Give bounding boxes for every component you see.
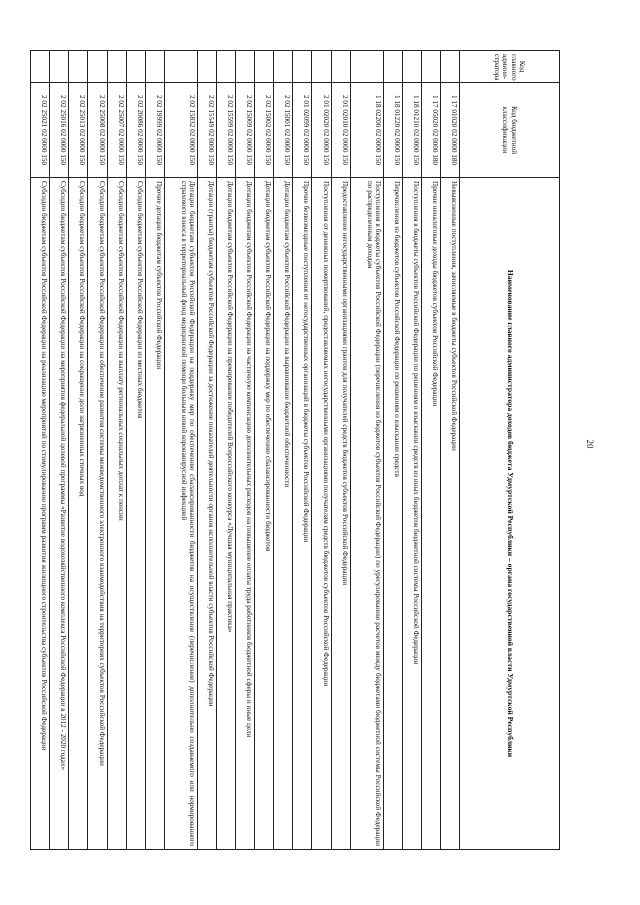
admin-cell <box>350 51 383 83</box>
revenue-admin-table <box>30 50 560 850</box>
table-row <box>216 51 235 850</box>
code-cell: 2 02 15549 02 0000 150 <box>197 83 216 178</box>
table-row <box>164 51 197 850</box>
name-cell: Дотации бюджетам субъектов Российской Федерации на частичную компенсацию дополнительных расходов на повышение оплаты труда работников бюджетной сферы и иные цели <box>236 178 255 850</box>
code-cell: 1 18 01210 02 0000 150 <box>402 83 421 178</box>
code-cell: 2 01 02099 02 0000 150 <box>293 83 312 178</box>
table-row <box>350 51 383 850</box>
code-cell: 2 02 15002 02 0000 150 <box>255 83 274 178</box>
table-row <box>331 51 350 850</box>
name-cell: Субсидии бюджетам субъектов Российской Федерации на реализацию мероприятий по стимулированию программ развития жилищного строительства субъектов Российской Федерации <box>31 178 50 850</box>
name-cell: Поступления от денежных пожертвований, предоставляемых негосударственными организациями получателям средств бюджетов субъектов Российской Федерации <box>312 178 331 850</box>
admin-cell <box>402 51 421 83</box>
table-row <box>383 51 402 850</box>
name-cell: Субсидии бюджетам субъектов Российской Федерации на выплату региональных социальных доплат к пенсии <box>107 178 126 850</box>
name-cell: Дотации бюджетам субъектов Российской Федерации на премирование победителей Всероссийского конкурса «Лучшая муниципальная практика» <box>216 178 235 850</box>
name-cell: Дотации (гранты) бюджетам субъектов Российской Федерации за достижение показателей деятельности органов исполнительной власти субъектов Российской Федерации <box>197 178 216 850</box>
admin-cell <box>383 51 402 83</box>
admin-cell <box>236 51 255 83</box>
name-cell: Перечисления из бюджетов субъектов Российской Федерации по решениям о взыскании средств <box>383 178 402 850</box>
name-cell: Субсидии бюджетам субъектов Российской Федерации на сокращение доли загрязненных сточных вод <box>69 178 88 850</box>
admin-cell <box>255 51 274 83</box>
name-cell: Невыясненные поступления, зачисляемые в бюджеты субъектов Российской Федерации <box>440 178 459 850</box>
name-cell: Дотации бюджетам субъектов Российской Федерации на выравнивание бюджетной обеспеченности <box>274 178 293 850</box>
admin-cell <box>197 51 216 83</box>
code-cell: 2 02 25016 02 0000 150 <box>50 83 69 178</box>
admin-cell <box>145 51 164 83</box>
name-cell: Дотации бюджетам субъектов Российской Федерации на поддержку мер по обеспечению сбалансированности бюджетов на осуществление (перечисление) дополнительно создаваемого или нормированного страхового взноса в территориальный фонд медицинской помощи больным новой коронавирусной инфекцией <box>164 178 197 850</box>
table-sheet <box>30 50 560 850</box>
name-cell: Прочие неналоговые доходы бюджетов субъектов Российской Федерации <box>421 178 440 850</box>
table-row <box>274 51 293 850</box>
name-cell: Субсидии бюджетам субъектов Российской Федерации на мероприятия федеральной целевой программы «Развитие водохозяйственного комплекса Российской Федерации в 2012 - 2020 годах» <box>50 178 69 850</box>
table-row <box>293 51 312 850</box>
table-row <box>88 51 107 850</box>
header-budget-code: Код бюджетной классификации <box>460 83 560 178</box>
code-cell: 2 02 19999 02 0000 150 <box>145 83 164 178</box>
admin-cell <box>312 51 331 83</box>
admin-cell <box>293 51 312 83</box>
admin-cell <box>421 51 440 83</box>
admin-cell <box>164 51 197 83</box>
table-row <box>107 51 126 850</box>
table-body <box>31 51 460 850</box>
admin-cell <box>440 51 459 83</box>
admin-cell <box>107 51 126 83</box>
admin-cell <box>216 51 235 83</box>
name-cell: Субсидии бюджетам субъектов Российской Федерации из местных бюджетов <box>126 178 145 850</box>
name-cell: Предоставление негосударственными организациями грантов для получателей средств бюджетов субъектов Российской Федерации <box>331 178 350 850</box>
admin-cell <box>331 51 350 83</box>
name-cell: Дотации бюджетам субъектов Российской Федерации на поддержку мер по обеспечению сбалансированности бюджетов <box>255 178 274 850</box>
name-cell: Субсидии бюджетам субъектов Российской Федерации на обеспечение развития системы межведомственного электронного взаимодействия на территориях субъектов Российской Федерации <box>88 178 107 850</box>
table-row <box>126 51 145 850</box>
table-row <box>421 51 440 850</box>
name-cell: Прочие безвозмездные поступления от негосударственных организаций в бюджеты субъектов Российской Федерации <box>293 178 312 850</box>
table-row <box>69 51 88 850</box>
table-row <box>145 51 164 850</box>
code-cell: 2 02 15001 02 0000 150 <box>274 83 293 178</box>
table-row <box>236 51 255 850</box>
table-row <box>50 51 69 850</box>
table-row <box>255 51 274 850</box>
page-number: 20 <box>585 439 595 449</box>
table-row <box>31 51 50 850</box>
code-cell: 2 02 15832 02 0000 150 <box>164 83 197 178</box>
code-cell: 2 02 15009 02 0000 150 <box>236 83 255 178</box>
header-admin-code: Код главного админи-стратора <box>460 51 560 83</box>
admin-cell <box>126 51 145 83</box>
code-cell: 1 17 05020 02 0000 180 <box>421 83 440 178</box>
code-cell: 1 18 02200 02 0000 150 <box>350 83 383 178</box>
code-cell: 2 02 25007 02 0000 150 <box>107 83 126 178</box>
code-cell: 2 01 02010 02 0000 150 <box>331 83 350 178</box>
code-cell: 2 01 02020 02 0000 150 <box>312 83 331 178</box>
rotated-table-container <box>30 50 560 850</box>
code-cell: 1 18 01220 02 0000 150 <box>383 83 402 178</box>
code-cell: 2 02 20086 02 0000 150 <box>126 83 145 178</box>
name-cell: Поступления в бюджеты субъектов Российской Федерации по решениям о взыскании средств из иных бюджетов бюджетной системы Российской Федерации <box>402 178 421 850</box>
admin-cell <box>50 51 69 83</box>
table-row <box>402 51 421 850</box>
admin-cell <box>69 51 88 83</box>
code-cell: 2 02 25021 02 0000 150 <box>31 83 50 178</box>
table-row <box>312 51 331 850</box>
table-row <box>197 51 216 850</box>
admin-cell <box>31 51 50 83</box>
code-cell: 2 02 25008 02 0000 150 <box>88 83 107 178</box>
name-cell: Поступления в бюджеты субъектов Российской Федерации (перечисления из бюджетов субъектов Российской Федерации) по урегулированию расчетов между бюджетами бюджетной системы Российской Федерации по распределенным доходам <box>350 178 383 850</box>
admin-cell <box>88 51 107 83</box>
code-cell: 1 17 01020 02 0000 180 <box>440 83 459 178</box>
code-cell: 2 02 25013 02 0000 150 <box>69 83 88 178</box>
code-cell: 2 02 15599 02 0000 150 <box>216 83 235 178</box>
header-name: Наименование главного администратора доходов бюджета Удмуртской Республики – органа государственной власти Удмуртской Республики <box>460 178 560 850</box>
table-row <box>440 51 459 850</box>
admin-cell <box>274 51 293 83</box>
name-cell: Прочие дотации бюджетам субъектов Российской Федерации <box>145 178 164 850</box>
header-row <box>460 51 560 850</box>
